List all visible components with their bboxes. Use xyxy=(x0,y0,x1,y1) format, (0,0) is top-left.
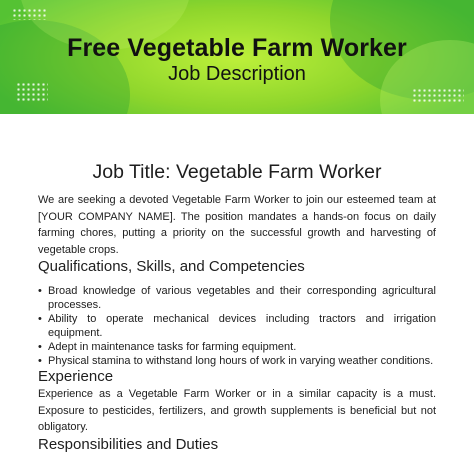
banner-subtitle: Job Description xyxy=(168,63,306,85)
qualifications-heading: Qualifications, Skills, and Competencies xyxy=(38,258,305,275)
decorative-dot-grid xyxy=(12,8,48,20)
banner-title: Free Vegetable Farm Worker xyxy=(67,34,407,62)
intro-paragraph: We are seeking a devoted Vegetable Farm Worker to join our esteemed team at [YOUR COMPANY NAME]. The position mandates a hands-on focus on daily farming chores, putting a priority on the successful growth and harvesting of vegetable crops. xyxy=(38,194,436,256)
header-banner xyxy=(0,0,474,114)
list-item: • Adept in maintenance tasks for farming equipment. xyxy=(38,340,436,354)
job-title: Job Title: Vegetable Farm Worker xyxy=(92,161,382,183)
decorative-dot-grid xyxy=(412,88,464,102)
experience-heading: Experience xyxy=(38,368,114,385)
list-item: • Ability to operate mechanical devices including tractors and irrigation equipment. xyxy=(38,312,436,340)
list-item: • Broad knowledge of various vegetables and their corresponding agricultural processes. xyxy=(38,284,436,312)
list-item: • Physical stamina to withstand long hours of work in varying weather conditions. xyxy=(38,354,436,368)
experience-paragraph: Experience as a Vegetable Farm Worker or in a similar capacity is a must. Exposure to pesticides, fertilizers, and growth supplements is beneficial but not obligatory. xyxy=(38,388,436,433)
responsibilities-heading: Responsibilities and Duties xyxy=(38,435,219,453)
qualifications-list xyxy=(38,284,436,368)
document-body xyxy=(38,160,436,454)
